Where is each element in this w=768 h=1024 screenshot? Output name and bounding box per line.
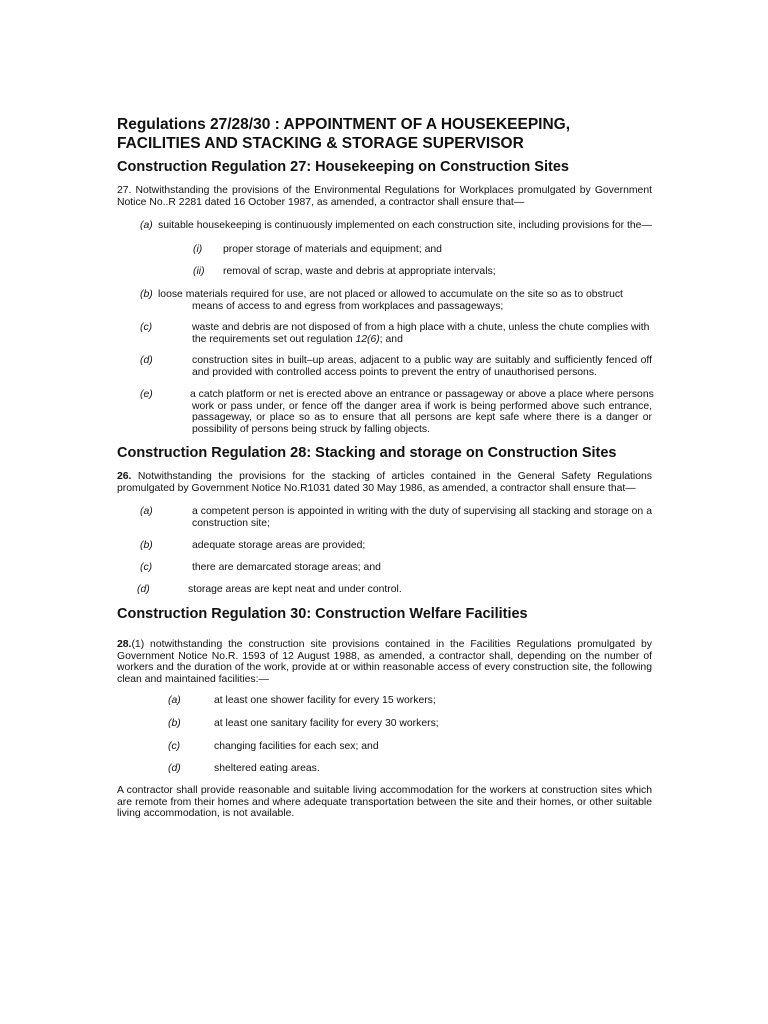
- reg30-item-b-mark: (b): [168, 718, 181, 729]
- reg28-item-b-text: adequate storage areas are provided;: [192, 540, 366, 551]
- reg27-item-e-mark: (e): [140, 389, 153, 400]
- reg30-intro-text: (1) notwithstanding the construction site provisions contained in the Facilities Regulations promulgated by Government Notice No.R. 1593 of 12 August 1988, as amended, a contractor shall, depending on the number of workers and the duration of the work, provide at or within reasonable access of every construction site, the following clean and maintained facilities:—: [117, 639, 652, 685]
- reg27-item-c: [0, 322, 768, 348]
- reg28-intro-text: Notwithstanding the provisions for the stacking of articles contained in the General Safety Regulations promulgated by Government Notice No.R1031 dated 30 May 1986, as amended, a contractor shall ensure that—: [117, 471, 652, 494]
- reg30-item-b: [0, 718, 768, 732]
- reg27-item-d-text: construction sites in built–up areas, adjacent to a public way are suitably and sufficiently fenced off and provided with controlled access points to prevent the entry of unauthorised persons.: [192, 355, 652, 378]
- reg28-intro: [117, 471, 652, 494]
- document-title: [117, 115, 677, 153]
- reg27-subitem-i: [0, 244, 768, 258]
- reg28-item-b: [0, 540, 768, 554]
- document-title-line-2: FACILITIES AND STACKING & STORAGE SUPERVISOR: [117, 135, 524, 152]
- reg27-item-b-text-1: loose materials required for use, are not placed or allowed to accumulate on the site so as to obstruct: [158, 289, 623, 300]
- reg30-item-d-text: sheltered eating areas.: [214, 763, 320, 774]
- reg28-item-d-text: storage areas are kept neat and under control.: [188, 584, 402, 595]
- reg28-item-c-mark: (c): [140, 562, 153, 573]
- reg30-item-d: [0, 763, 768, 777]
- reg30-item-c-mark: (c): [168, 741, 181, 752]
- reg27-item-c-mark: (c): [140, 322, 153, 333]
- reg27-item-c-text-2a: the requirements set out regulation: [192, 333, 356, 345]
- reg27-item-d-mark: (d): [140, 355, 153, 366]
- reg27-subitem-ii-mark: (ii): [193, 266, 205, 277]
- reg27-item-b-mark: (b): [140, 289, 153, 300]
- reg27-item-e-text-1: a catch platform or net is erected above an entrance or passageway or above a place where persons: [190, 389, 654, 400]
- reg28-item-d-mark: (d): [137, 584, 150, 595]
- reg27-subitem-i-mark: (i): [193, 244, 203, 255]
- reg28-item-d: [0, 584, 768, 598]
- reg27-subitem-ii: [0, 266, 768, 280]
- reg27-item-a-text: suitable housekeeping is continuously implemented on each construction site, including provisions for the—: [158, 220, 652, 231]
- reg28-item-a-text: a competent person is appointed in writing with the duty of supervising all stacking and storage on a construction site;: [192, 506, 652, 529]
- reg28-item-c: [0, 562, 768, 576]
- reg30-intro-number: 28.: [117, 639, 132, 650]
- reg30-intro: [117, 639, 652, 685]
- reg30-item-d-mark: (d): [168, 763, 181, 774]
- reg30-heading: Construction Regulation 30: Construction Welfare Facilities: [117, 606, 528, 622]
- reg30-item-c-text: changing facilities for each sex; and: [214, 741, 379, 752]
- reg30-item-b-text: at least one sanitary facility for every 30 workers;: [214, 718, 439, 729]
- reg27-heading: Construction Regulation 27: Housekeeping on Construction Sites: [117, 159, 569, 175]
- reg28-item-b-mark: (b): [140, 540, 153, 551]
- reg30-closing-paragraph: A contractor shall provide reasonable and suitable living accommodation for the workers at construction sites which are remote from their homes and where adequate transportation between the site and their homes, or other suitable living accommodation, is not available.: [117, 785, 652, 820]
- reg27-item-b: [0, 289, 768, 315]
- reg28-heading: Construction Regulation 28: Stacking and storage on Construction Sites: [117, 445, 617, 461]
- reg27-item-c-text-2b: ; and: [379, 333, 403, 345]
- reg28-intro-number: 26.: [117, 471, 132, 482]
- reg30-item-c: [0, 741, 768, 755]
- reg27-item-b-text-2: means of access to and egress from workplaces and passageways;: [192, 300, 504, 312]
- reg27-item-d: [0, 355, 768, 381]
- reg27-item-a: [0, 220, 768, 234]
- document-title-line-1: Regulations 27/28/30 : APPOINTMENT OF A HOUSEKEEPING,: [117, 116, 571, 133]
- reg28-item-c-text: there are demarcated storage areas; and: [192, 562, 381, 573]
- reg30-item-a-mark: (a): [168, 695, 181, 706]
- reg27-item-e-text-2: work or pass under, or fence off the danger area if work is being performed above such entrance, passageway, or place so as to ensure that all persons are kept safe where there is a danger or possibility of persons being struck by falling objects.: [192, 400, 652, 435]
- reg27-item-c-text-2: [192, 334, 403, 346]
- reg28-item-a-mark: (a): [140, 506, 153, 517]
- reg30-item-a: [0, 695, 768, 709]
- reg27-item-c-reference: 12(6): [355, 333, 380, 345]
- reg30-item-a-text: at least one shower facility for every 15 workers;: [214, 695, 436, 706]
- reg27-item-e: [0, 389, 768, 437]
- reg27-item-a-mark: (a): [140, 220, 153, 231]
- reg27-item-c-text-1: waste and debris are not disposed of from a high place with a chute, unless the chute complies with: [192, 322, 650, 333]
- reg28-item-a: [0, 506, 768, 532]
- reg27-subitem-i-text: proper storage of materials and equipment; and: [223, 244, 442, 255]
- reg27-intro: 27. Notwithstanding the provisions of the Environmental Regulations for Workplaces promulgated by Government Notice No..R 2281 dated 16 October 1987, as amended, a contractor shall ensure that—: [117, 185, 652, 208]
- reg27-subitem-ii-text: removal of scrap, waste and debris at appropriate intervals;: [223, 266, 496, 277]
